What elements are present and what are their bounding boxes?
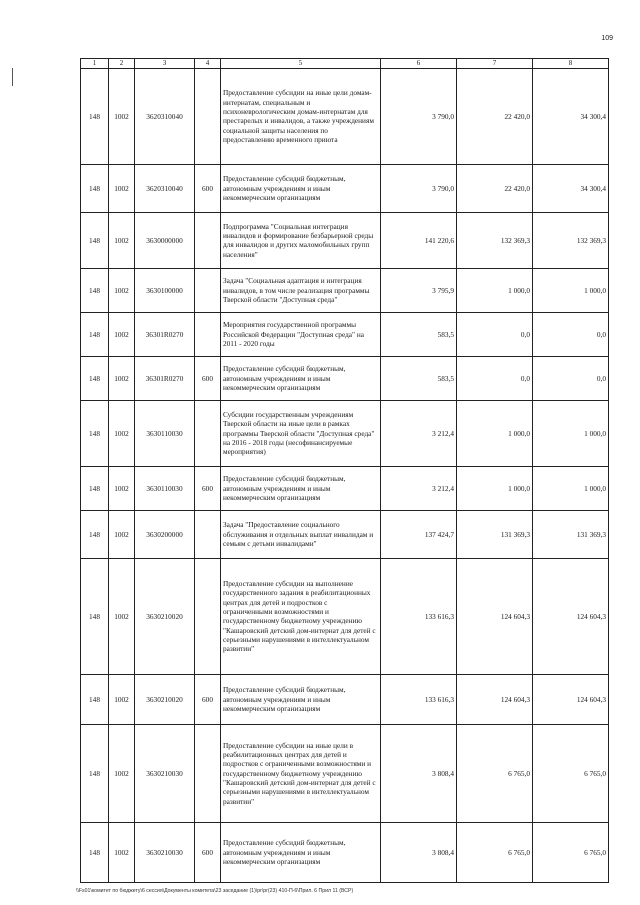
cell-csr: 3630110030 — [135, 400, 195, 466]
table-row — [81, 68, 609, 164]
cell-name: Субсидии государственным учреждениям Тверской области на иные цели в рамках программы Тверской области "Доступная среда" на 2016 - 2018 годы (несофинансируемые мероприятия) — [221, 400, 381, 466]
cell-v2: 131 369,3 — [457, 510, 533, 558]
cell-rz: 1002 — [109, 356, 135, 400]
table-row — [81, 674, 609, 724]
cell-name: Задача "Предоставление социального обслуживания и отдельных выплат инвалидам и семьям с детьми инвалидами" — [221, 510, 381, 558]
cell-v1: 141 220,6 — [381, 212, 457, 268]
cell-vr — [195, 724, 221, 822]
cell-vr — [195, 312, 221, 356]
cell-csr: 36301R0270 — [135, 356, 195, 400]
cell-rz: 1002 — [109, 400, 135, 466]
cell-vr — [195, 400, 221, 466]
cell-csr: 3620310040 — [135, 68, 195, 164]
cell-v2: 1 000,0 — [457, 466, 533, 510]
cell-csr: 3630100000 — [135, 268, 195, 312]
column-header-6: 6 — [381, 59, 457, 69]
cell-v1: 3 808,4 — [381, 724, 457, 822]
cell-ved: 148 — [81, 164, 109, 212]
cell-v3: 131 369,3 — [533, 510, 609, 558]
cell-v3: 34 300,4 — [533, 68, 609, 164]
table-row — [81, 558, 609, 674]
cell-name: Подпрограмма "Социальная интеграция инвалидов и формирование безбарьерной среды для инвалидов и других маломобильных групп населения" — [221, 212, 381, 268]
cell-v3: 1 000,0 — [533, 268, 609, 312]
cell-rz: 1002 — [109, 724, 135, 822]
cell-v1: 3 212,4 — [381, 400, 457, 466]
cell-ved: 148 — [81, 724, 109, 822]
cell-v3: 0,0 — [533, 356, 609, 400]
page-number: 109 — [601, 35, 613, 42]
cell-csr: 3630210020 — [135, 674, 195, 724]
cell-ved: 148 — [81, 674, 109, 724]
cell-v2: 6 765,0 — [457, 724, 533, 822]
table-row — [81, 466, 609, 510]
cell-rz: 1002 — [109, 212, 135, 268]
table-row — [81, 268, 609, 312]
cell-v1: 583,5 — [381, 312, 457, 356]
cell-name: Предоставление субсидии на иные цели в реабилитационных центрах для детей и подростков с ограниченными возможностями и государственному бюджетному учреждению "Кашаровский детский дом-интернат для детей с серьезными нарушениями в интеллектуальном развитии" — [221, 724, 381, 822]
cell-vr — [195, 68, 221, 164]
cell-ved: 148 — [81, 400, 109, 466]
cell-v1: 3 790,0 — [381, 68, 457, 164]
column-header-4: 4 — [195, 59, 221, 69]
cell-csr: 3630200000 — [135, 510, 195, 558]
cell-v3: 124 604,3 — [533, 674, 609, 724]
cell-vr — [195, 558, 221, 674]
column-header-7: 7 — [457, 59, 533, 69]
cell-vr: 600 — [195, 822, 221, 882]
cell-vr — [195, 268, 221, 312]
cell-name: Предоставление субсидий бюджетным, автономным учреждениям и иным некоммерческим организациям — [221, 164, 381, 212]
cell-ved: 148 — [81, 466, 109, 510]
margin-mark — [12, 68, 13, 86]
cell-csr: 36301R0270 — [135, 312, 195, 356]
cell-name: Предоставление субсидий бюджетным, автономным учреждениям и иным некоммерческим организациям — [221, 466, 381, 510]
cell-v2: 6 765,0 — [457, 822, 533, 882]
cell-ved: 148 — [81, 558, 109, 674]
cell-v3: 132 369,3 — [533, 212, 609, 268]
header-row — [81, 59, 609, 69]
cell-name: Мероприятия государственной программы Российской Федерации "Доступная среда" на 2011 - 2020 годы — [221, 312, 381, 356]
cell-v3: 34 300,4 — [533, 164, 609, 212]
cell-csr: 3630110030 — [135, 466, 195, 510]
cell-v2: 1 000,0 — [457, 268, 533, 312]
cell-csr: 3630000000 — [135, 212, 195, 268]
cell-v3: 0,0 — [533, 312, 609, 356]
cell-v1: 133 616,3 — [381, 558, 457, 674]
cell-rz: 1002 — [109, 312, 135, 356]
cell-v1: 133 616,3 — [381, 674, 457, 724]
cell-name: Предоставление субсидий бюджетным, автономным учреждениям и иным некоммерческим организациям — [221, 822, 381, 882]
cell-v2: 124 604,3 — [457, 674, 533, 724]
cell-name: Предоставление субсидии на иные цели домам-интернатам, специальным и психоневрологическим домам-интернатам для престарелых и инвалидов, а также учреждениям социальной защиты населения по предоставлению временного приюта — [221, 68, 381, 164]
cell-v2: 22 420,0 — [457, 68, 533, 164]
cell-rz: 1002 — [109, 164, 135, 212]
cell-vr — [195, 212, 221, 268]
cell-rz: 1002 — [109, 466, 135, 510]
table-row — [81, 356, 609, 400]
cell-v1: 3 808,4 — [381, 822, 457, 882]
table-row — [81, 212, 609, 268]
cell-ved: 148 — [81, 212, 109, 268]
column-header-5: 5 — [221, 59, 381, 69]
cell-csr: 3630210020 — [135, 558, 195, 674]
cell-rz: 1002 — [109, 674, 135, 724]
cell-ved: 148 — [81, 510, 109, 558]
cell-v2: 1 000,0 — [457, 400, 533, 466]
cell-v2: 124 604,3 — [457, 558, 533, 674]
column-header-1: 1 — [81, 59, 109, 69]
cell-rz: 1002 — [109, 510, 135, 558]
table-row — [81, 312, 609, 356]
cell-v3: 6 765,0 — [533, 724, 609, 822]
cell-ved: 148 — [81, 312, 109, 356]
cell-v2: 0,0 — [457, 356, 533, 400]
cell-ved: 148 — [81, 822, 109, 882]
cell-name: Предоставление субсидий бюджетным, автономным учреждениям и иным некоммерческим организациям — [221, 674, 381, 724]
column-header-2: 2 — [109, 59, 135, 69]
cell-rz: 1002 — [109, 68, 135, 164]
cell-ved: 148 — [81, 68, 109, 164]
cell-v1: 583,5 — [381, 356, 457, 400]
table-row — [81, 822, 609, 882]
table-row — [81, 400, 609, 466]
cell-vr — [195, 510, 221, 558]
cell-csr: 3630210030 — [135, 822, 195, 882]
cell-v3: 6 765,0 — [533, 822, 609, 882]
cell-name: Задача "Социальная адаптация и интеграция инвалидов, в том числе реализация программы Тверской области "Доступная среда" — [221, 268, 381, 312]
cell-rz: 1002 — [109, 822, 135, 882]
column-header-3: 3 — [135, 59, 195, 69]
cell-v2: 22 420,0 — [457, 164, 533, 212]
cell-name: Предоставление субсидий бюджетным, автономным учреждениям и иным некоммерческим организациям — [221, 356, 381, 400]
cell-vr: 600 — [195, 674, 221, 724]
budget-table — [80, 58, 609, 883]
column-header-8: 8 — [533, 59, 609, 69]
footer-file-path: \\Fs01\комитет по бюджету\6 сессия\Документы комитета\23 заседание (1)\pr\pr(23) 410-П-6\Прил. 6 Прил 11 (ВСР) — [76, 888, 354, 894]
table-header — [81, 59, 609, 69]
cell-v2: 132 369,3 — [457, 212, 533, 268]
cell-rz: 1002 — [109, 558, 135, 674]
cell-csr: 3630210030 — [135, 724, 195, 822]
cell-ved: 148 — [81, 356, 109, 400]
table-row — [81, 164, 609, 212]
cell-rz: 1002 — [109, 268, 135, 312]
cell-v1: 3 212,4 — [381, 466, 457, 510]
cell-name: Предоставление субсидии на выполнение государственного задания в реабилитационных центрах для детей и подростков с ограниченными возможностями и государственному бюджетному учреждению "Кашаровский детский дом-интернат для детей с серьезными нарушениями в интеллектуальном развитии" — [221, 558, 381, 674]
cell-csr: 3620310040 — [135, 164, 195, 212]
cell-v1: 3 790,0 — [381, 164, 457, 212]
cell-ved: 148 — [81, 268, 109, 312]
cell-vr: 600 — [195, 164, 221, 212]
table-row — [81, 510, 609, 558]
cell-v1: 3 795,9 — [381, 268, 457, 312]
table-body — [81, 68, 609, 882]
cell-vr: 600 — [195, 356, 221, 400]
cell-vr: 600 — [195, 466, 221, 510]
cell-v1: 137 424,7 — [381, 510, 457, 558]
cell-v3: 1 000,0 — [533, 466, 609, 510]
cell-v3: 124 604,3 — [533, 558, 609, 674]
table-row — [81, 724, 609, 822]
cell-v2: 0,0 — [457, 312, 533, 356]
cell-v3: 1 000,0 — [533, 400, 609, 466]
